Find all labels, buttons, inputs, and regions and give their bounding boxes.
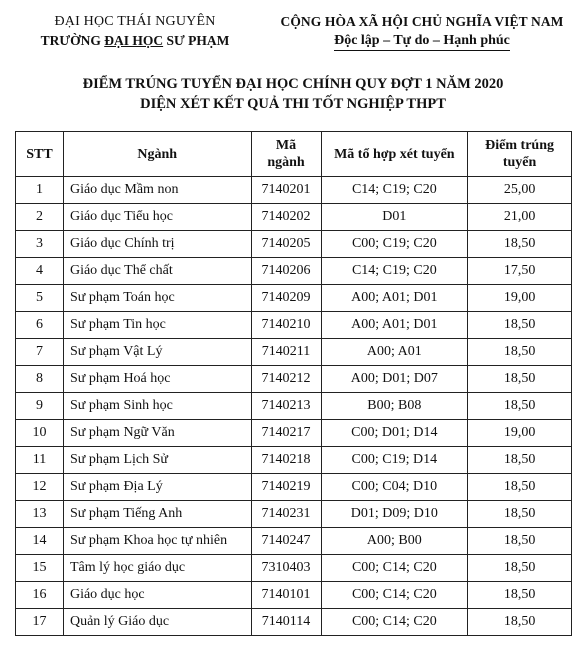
row-nganh: Giáo dục Thể chất <box>63 258 251 285</box>
table-row <box>16 447 572 474</box>
national-header <box>262 14 582 51</box>
row-nganh: Sư phạm Toán học <box>63 285 251 312</box>
document-title <box>0 74 586 114</box>
row-ma-to-hop: A00; A01; D01 <box>321 285 468 312</box>
header-ma-nganh: Mã ngành <box>251 132 321 177</box>
table-row <box>16 501 572 528</box>
table-row <box>16 528 572 555</box>
row-ma-nganh: 7140209 <box>251 285 321 312</box>
row-ma-to-hop: C00; C14; C20 <box>321 582 468 609</box>
row-stt: 6 <box>16 312 64 339</box>
row-ma-nganh: 7140231 <box>251 501 321 528</box>
row-nganh: Sư phạm Tiếng Anh <box>63 501 251 528</box>
row-ma-nganh: 7140213 <box>251 393 321 420</box>
row-ma-nganh: 7140219 <box>251 474 321 501</box>
row-ma-to-hop: C00; D01; D14 <box>321 420 468 447</box>
table-row <box>16 312 572 339</box>
row-ma-to-hop: A00; A01 <box>321 339 468 366</box>
table-row <box>16 366 572 393</box>
row-ma-nganh: 7140217 <box>251 420 321 447</box>
row-stt: 7 <box>16 339 64 366</box>
row-nganh: Tâm lý học giáo dục <box>63 555 251 582</box>
header-stt: STT <box>16 132 64 177</box>
table-row <box>16 258 572 285</box>
row-nganh: Sư phạm Tin học <box>63 312 251 339</box>
row-diem: 19,00 <box>468 420 572 447</box>
row-diem: 18,50 <box>468 231 572 258</box>
row-nganh: Giáo dục Mầm non <box>63 177 251 204</box>
school-name-prefix: TRƯỜNG <box>40 33 105 48</box>
row-stt: 17 <box>16 609 64 636</box>
row-diem: 17,50 <box>468 258 572 285</box>
row-nganh: Sư phạm Địa Lý <box>63 474 251 501</box>
row-diem: 18,50 <box>468 609 572 636</box>
header-nganh: Ngành <box>63 132 251 177</box>
table-header <box>16 132 572 177</box>
row-ma-nganh: 7140210 <box>251 312 321 339</box>
row-ma-to-hop: A00; D01; D07 <box>321 366 468 393</box>
row-diem: 18,50 <box>468 447 572 474</box>
row-stt: 13 <box>16 501 64 528</box>
row-ma-to-hop: C00; C19; C20 <box>321 231 468 258</box>
row-ma-to-hop: A00; A01; D01 <box>321 312 468 339</box>
row-stt: 8 <box>16 366 64 393</box>
title-line-1: ĐIỂM TRÚNG TUYỂN ĐẠI HỌC CHÍNH QUY ĐỢT 1 NĂM 2020 <box>82 76 504 92</box>
table-row <box>16 555 572 582</box>
table-row <box>16 204 572 231</box>
university-name: ĐẠI HỌC THÁI NGUYÊN <box>54 14 216 29</box>
row-diem: 18,50 <box>468 501 572 528</box>
row-stt: 16 <box>16 582 64 609</box>
school-name-suffix: SƯ PHẠM <box>163 33 230 48</box>
row-ma-nganh: 7140114 <box>251 609 321 636</box>
row-stt: 5 <box>16 285 64 312</box>
school-name <box>20 33 250 49</box>
row-ma-to-hop: C14; C19; C20 <box>321 258 468 285</box>
row-ma-to-hop: C00; C14; C20 <box>321 555 468 582</box>
row-ma-to-hop: C14; C19; C20 <box>321 177 468 204</box>
row-ma-nganh: 7140101 <box>251 582 321 609</box>
row-ma-to-hop: A00; B00 <box>321 528 468 555</box>
row-stt: 11 <box>16 447 64 474</box>
row-diem: 18,50 <box>468 366 572 393</box>
table-body <box>16 177 572 636</box>
row-nganh: Sư phạm Sinh học <box>63 393 251 420</box>
table-row <box>16 420 572 447</box>
row-diem: 18,50 <box>468 555 572 582</box>
row-ma-to-hop: C00; C04; D10 <box>321 474 468 501</box>
row-nganh: Sư phạm Ngữ Văn <box>63 420 251 447</box>
row-stt: 15 <box>16 555 64 582</box>
table-row <box>16 339 572 366</box>
row-ma-to-hop: D01 <box>321 204 468 231</box>
row-ma-to-hop: B00; B08 <box>321 393 468 420</box>
row-stt: 12 <box>16 474 64 501</box>
row-ma-nganh: 7140212 <box>251 366 321 393</box>
row-ma-nganh: 7140218 <box>251 447 321 474</box>
row-nganh: Quản lý Giáo dục <box>63 609 251 636</box>
row-diem: 18,50 <box>468 582 572 609</box>
row-nganh: Giáo dục học <box>63 582 251 609</box>
row-ma-to-hop: C00; C19; D14 <box>321 447 468 474</box>
table-row <box>16 393 572 420</box>
row-diem: 25,00 <box>468 177 572 204</box>
row-stt: 2 <box>16 204 64 231</box>
row-stt: 3 <box>16 231 64 258</box>
row-diem: 19,00 <box>468 285 572 312</box>
row-stt: 4 <box>16 258 64 285</box>
school-name-underlined: ĐẠI HỌC <box>104 33 164 48</box>
row-stt: 9 <box>16 393 64 420</box>
national-motto: Độc lập – Tự do – Hạnh phúc <box>334 33 510 51</box>
row-ma-nganh: 7140206 <box>251 258 321 285</box>
header-diem: Điểm trúng tuyển <box>468 132 572 177</box>
row-nganh: Sư phạm Hoá học <box>63 366 251 393</box>
row-diem: 18,50 <box>468 528 572 555</box>
row-nganh: Sư phạm Lịch Sử <box>63 447 251 474</box>
row-diem: 21,00 <box>468 204 572 231</box>
table-row <box>16 474 572 501</box>
row-ma-nganh: 7310403 <box>251 555 321 582</box>
row-nganh: Giáo dục Chính trị <box>63 231 251 258</box>
title-line-2: DIỆN XÉT KẾT QUẢ THI TỐT NGHIỆP THPT <box>140 96 446 112</box>
row-diem: 18,50 <box>468 312 572 339</box>
row-nganh: Sư phạm Khoa học tự nhiên <box>63 528 251 555</box>
table-row <box>16 231 572 258</box>
table-row <box>16 285 572 312</box>
row-stt: 1 <box>16 177 64 204</box>
row-stt: 10 <box>16 420 64 447</box>
row-ma-nganh: 7140205 <box>251 231 321 258</box>
admission-scores-table <box>15 131 572 636</box>
row-ma-nganh: 7140201 <box>251 177 321 204</box>
row-ma-to-hop: D01; D09; D10 <box>321 501 468 528</box>
table-row <box>16 177 572 204</box>
row-ma-nganh: 7140211 <box>251 339 321 366</box>
table-row <box>16 609 572 636</box>
row-ma-to-hop: C00; C14; C20 <box>321 609 468 636</box>
issuer-header <box>20 14 250 49</box>
row-nganh: Sư phạm Vật Lý <box>63 339 251 366</box>
row-ma-nganh: 7140202 <box>251 204 321 231</box>
row-diem: 18,50 <box>468 393 572 420</box>
row-nganh: Giáo dục Tiểu học <box>63 204 251 231</box>
row-ma-nganh: 7140247 <box>251 528 321 555</box>
header-row <box>16 132 572 177</box>
header-ma-to-hop: Mã tổ hợp xét tuyển <box>321 132 468 177</box>
row-stt: 14 <box>16 528 64 555</box>
national-name: CỘNG HÒA XÃ HỘI CHỦ NGHĨA VIỆT NAM <box>280 14 564 29</box>
row-diem: 18,50 <box>468 474 572 501</box>
row-diem: 18,50 <box>468 339 572 366</box>
table-row <box>16 582 572 609</box>
